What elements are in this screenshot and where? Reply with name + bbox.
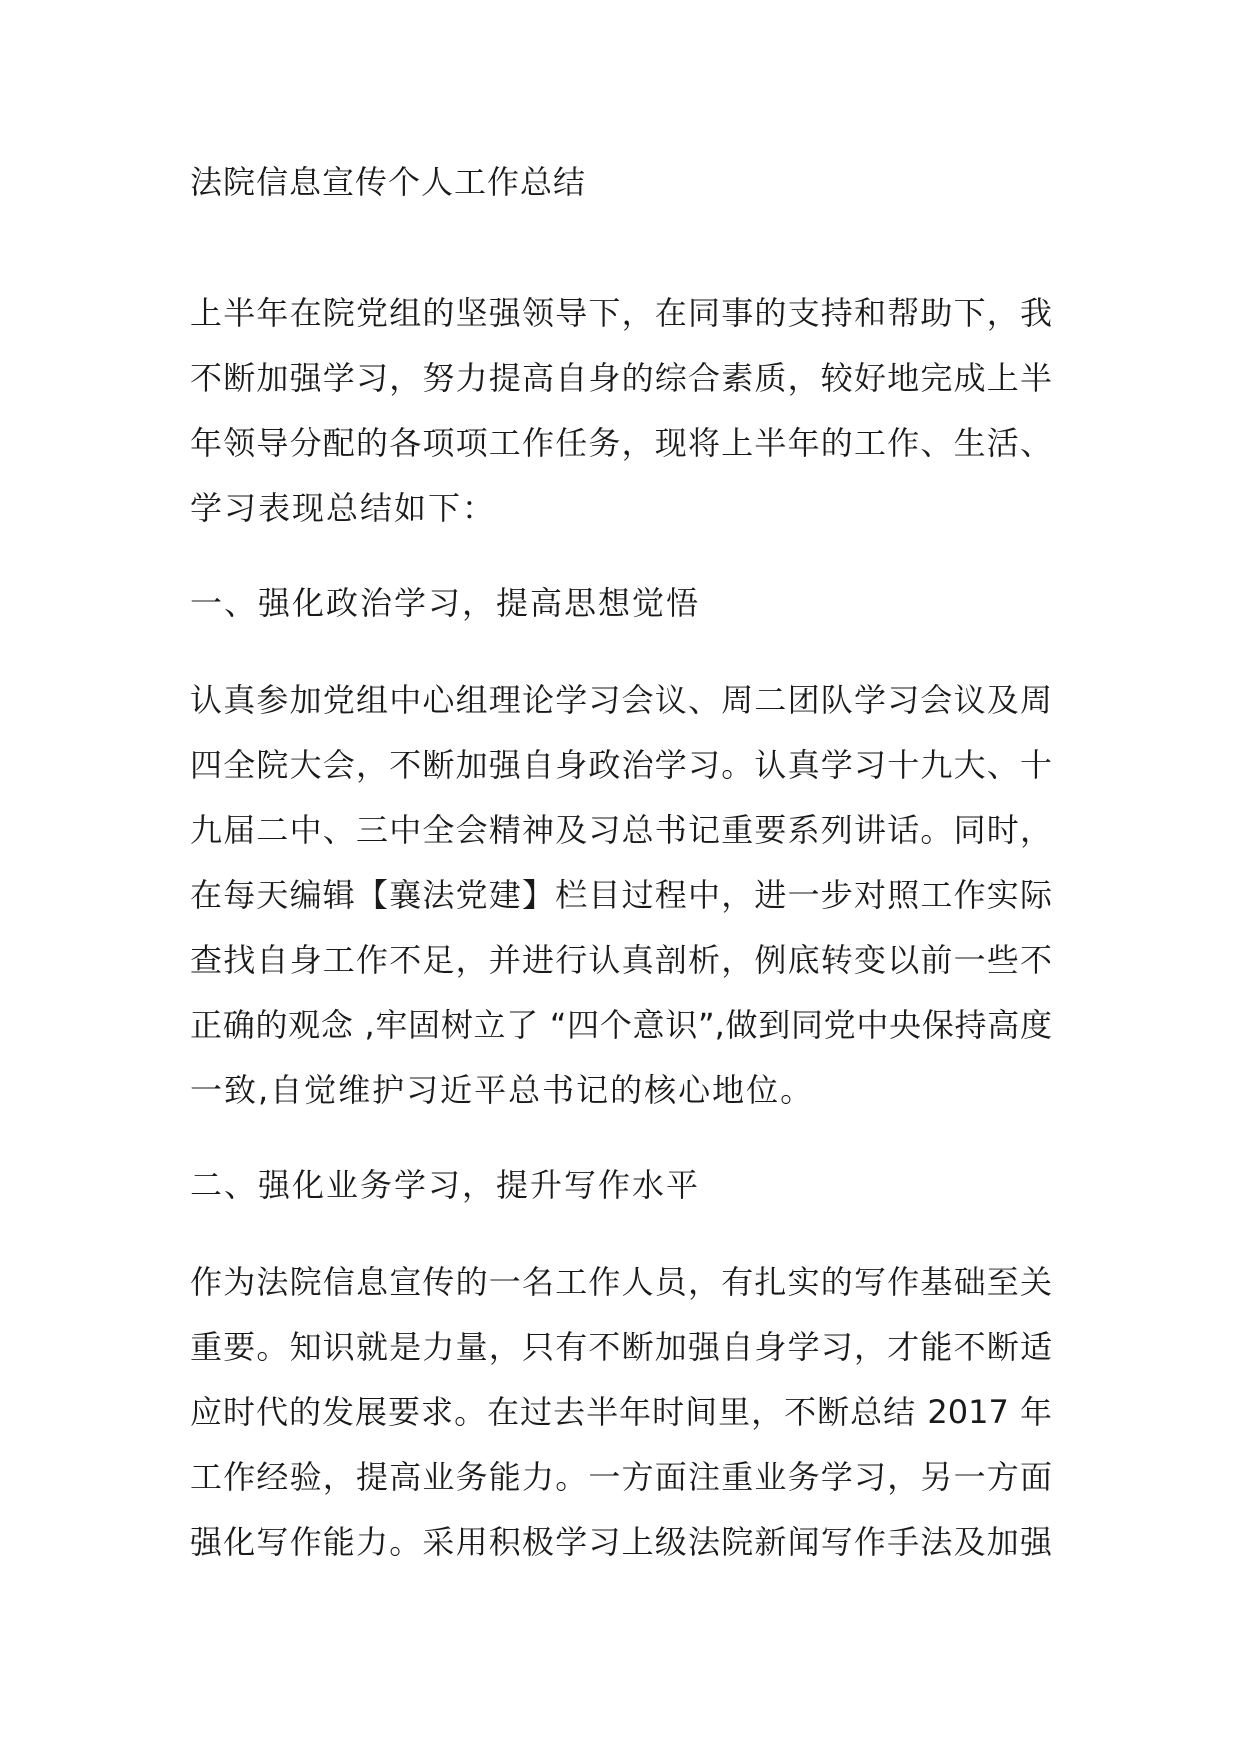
paragraph-2-line-3: 九届二中、三中全会精神及习总书记重要系列讲话。同时， bbox=[190, 811, 1052, 849]
paragraph-1-line-1: 上半年在院党组的坚强领导下，在同事的支持和帮助下，我 bbox=[190, 294, 1052, 332]
paragraph-1-line-4: 学习表现总结如下： bbox=[190, 489, 497, 527]
document-title: 法院信息宣传个人工作总结 bbox=[190, 163, 587, 201]
paragraph-2-line-2: 四全院大会，不断加强自身政治学习。认真学习十九大、十 bbox=[190, 746, 1052, 784]
paragraph-2-line-4: 在每天编辑【襄法党建】栏目过程中，进一步对照工作实际 bbox=[190, 876, 1052, 914]
paragraph-1-line-2: 不断加强学习，努力提高自身的综合素质，较好地完成上半 bbox=[190, 359, 1052, 397]
section-heading-2: 二、强化业务学习，提升写作水平 bbox=[190, 1166, 701, 1204]
section-heading-1: 一、强化政治学习，提高思想觉悟 bbox=[190, 584, 701, 622]
paragraph-2-line-6: 正确的观念 ,牢固树立了 “四个意识”,做到同党中央保持高度 bbox=[190, 1006, 1052, 1044]
paragraph-3-line-4: 工作经验，提高业务能力。一方面注重业务学习，另一方面 bbox=[190, 1458, 1052, 1496]
paragraph-2-line-7: 一致,自觉维护习近平总书记的核心地位。 bbox=[190, 1071, 815, 1109]
paragraph-1-line-3: 年领导分配的各项项工作任务，现将上半年的工作、生活、 bbox=[190, 424, 1052, 462]
paragraph-3-line-2: 重要。知识就是力量，只有不断加强自身学习，才能不断适 bbox=[190, 1328, 1052, 1366]
paragraph-3-line-3: 应时代的发展要求。在过去半年时间里，不断总结 2017 年 bbox=[190, 1393, 1052, 1431]
paragraph-3-line-5: 强化写作能力。采用积极学习上级法院新闻写作手法及加强 bbox=[190, 1523, 1052, 1561]
paragraph-3-line-1: 作为法院信息宣传的一名工作人员，有扎实的写作基础至关 bbox=[190, 1263, 1052, 1301]
paragraph-2-line-5: 查找自身工作不足，并进行认真剖析，例底转变以前一些不 bbox=[190, 941, 1052, 979]
paragraph-2-line-1: 认真参加党组中心组理论学习会议、周二团队学习会议及周 bbox=[190, 681, 1052, 719]
